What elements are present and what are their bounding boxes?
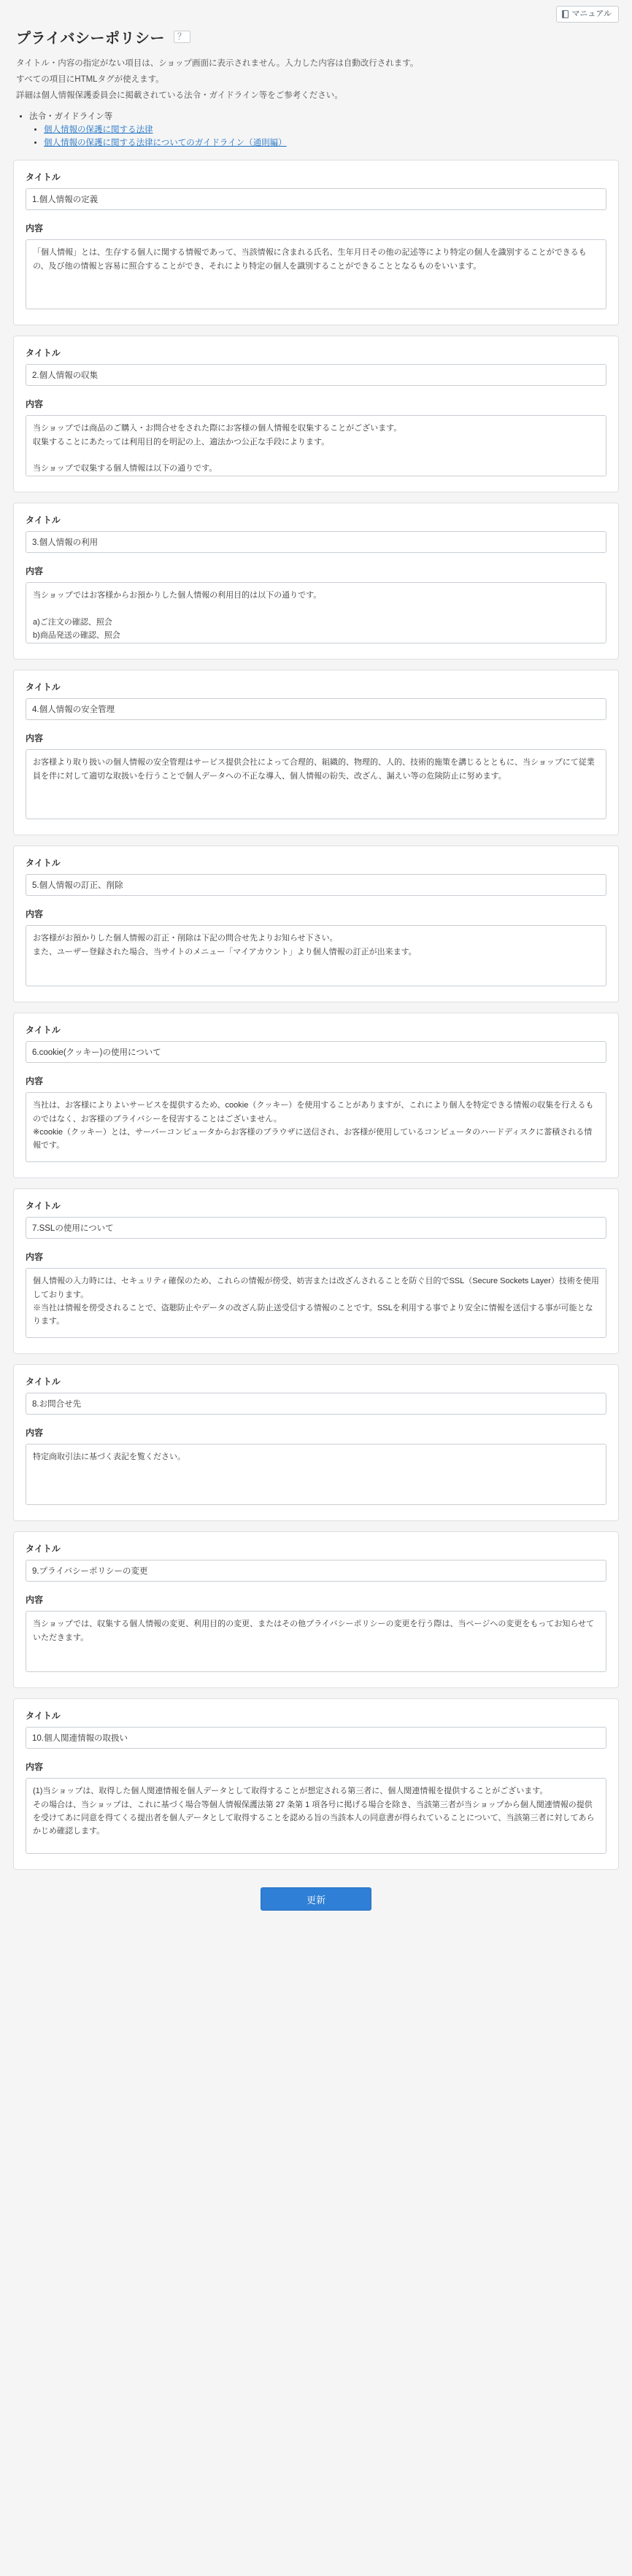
policy-sections [0,150,632,1870]
section-title-input[interactable] [26,874,606,896]
section-content-textarea[interactable] [26,239,606,309]
description-line-3: 詳細は個人情報保護委員会に掲載されている法令・ガイドライン等をご参考ください。 [16,91,343,101]
title-label: タイトル [26,1711,61,1722]
links-sublist [29,123,616,148]
content-label: 内容 [26,1428,44,1439]
policy-section-card [13,670,619,835]
title-label: タイトル [26,1544,61,1555]
manual-button[interactable] [556,6,619,23]
content-label: 内容 [26,909,44,920]
content-label: 内容 [26,223,44,234]
section-title-input[interactable] [26,1393,606,1415]
list-item [44,123,616,135]
title-label: タイトル [26,682,61,693]
title-label: タイトル [26,1025,61,1036]
update-button[interactable]: 更新 [261,1887,371,1911]
page-title [16,26,616,47]
content-label: 内容 [26,1595,44,1606]
page-title-text: プライバシーポリシー [16,31,165,47]
content-label: 内容 [26,566,44,577]
page-footer [0,1880,632,1911]
policy-section-card [13,1188,619,1354]
section-content-textarea[interactable] [26,925,606,986]
links-heading [29,110,616,148]
book-icon [562,10,569,18]
links-heading-text: 法令・ガイドライン等 [29,112,113,122]
policy-section-card [13,1013,619,1178]
section-title-input[interactable] [26,364,606,386]
policy-section-card [13,1698,619,1870]
section-content-textarea[interactable] [26,1268,606,1338]
title-label: タイトル [26,858,61,869]
page-header [0,22,632,148]
list-item [44,136,616,148]
section-content-textarea[interactable] [26,582,606,643]
description-line-2: すべての項目にHTMLタグが使えます。 [16,75,164,85]
title-label: タイトル [26,515,61,526]
section-content-textarea[interactable] [26,749,606,819]
section-title-input[interactable] [26,188,606,210]
title-label: タイトル [26,348,61,359]
section-title-input[interactable] [26,1727,606,1749]
policy-section-card [13,503,619,660]
link-personal-info-law[interactable]: 個人情報の保護に関する法律 [44,125,153,135]
policy-section-card [13,160,619,325]
title-label: タイトル [26,1201,61,1212]
reference-links [16,110,616,148]
content-label: 内容 [26,1076,44,1087]
policy-section-card [13,846,619,1002]
policy-section-card [13,1531,619,1688]
section-title-input[interactable] [26,1217,606,1239]
section-content-textarea[interactable] [26,415,606,476]
policy-section-card [13,1364,619,1521]
section-content-textarea[interactable] [26,1444,606,1505]
section-title-input[interactable] [26,531,606,553]
section-content-textarea[interactable] [26,1778,606,1854]
section-content-textarea[interactable] [26,1092,606,1162]
link-personal-info-guideline[interactable]: 個人情報の保護に関する法律についてのガイドライン（通則編） [44,139,287,148]
content-label: 内容 [26,1762,44,1773]
section-title-input[interactable] [26,698,606,720]
policy-section-card [13,336,619,492]
section-content-textarea[interactable] [26,1611,606,1672]
content-label: 内容 [26,399,44,410]
manual-button-label: マニュアル [571,9,612,18]
description-line-1: タイトル・内容の指定がない項目は、ショップ画面に表示されません。入力した内容は自動改行されます。 [16,59,419,68]
help-icon[interactable]: ？ [174,31,190,43]
top-bar [0,0,632,22]
content-label: 内容 [26,733,44,744]
content-label: 内容 [26,1252,44,1263]
title-label: タイトル [26,1377,61,1388]
section-title-input[interactable] [26,1041,606,1063]
title-label: タイトル [26,172,61,183]
section-title-input[interactable] [26,1560,606,1582]
